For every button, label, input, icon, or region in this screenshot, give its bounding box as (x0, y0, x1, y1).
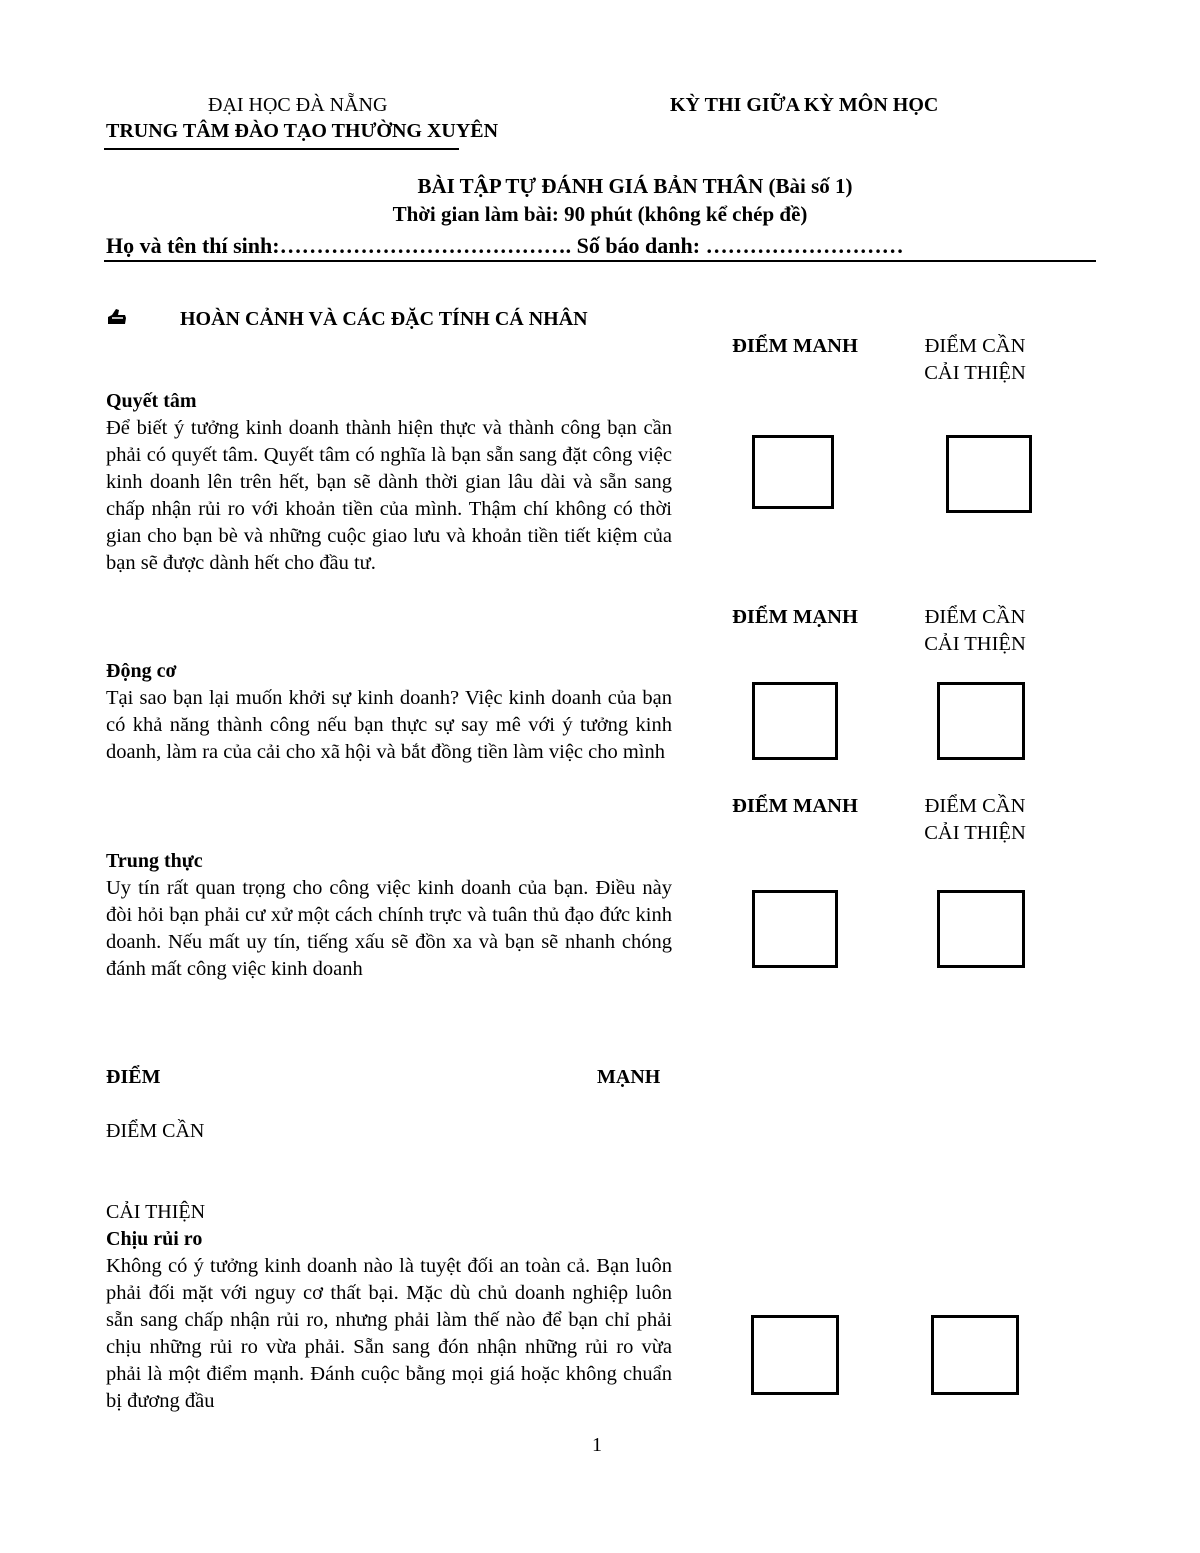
item-title-dong-co: Động cơ (106, 660, 177, 682)
strength-header-3: ĐIỂM MANH (732, 795, 858, 817)
strength-checkbox-3[interactable] (752, 890, 838, 968)
improve-checkbox-2[interactable] (937, 682, 1025, 760)
improve-checkbox-4[interactable] (931, 1315, 1019, 1395)
strength-checkbox-4[interactable] (751, 1315, 839, 1395)
document-title-main: BÀI TẬP TỰ ĐÁNH GIÁ BẢN THÂN (417, 174, 769, 198)
split-header-left: ĐIỂM (106, 1066, 161, 1088)
title-divider (104, 260, 1096, 262)
center-name: TRUNG TÂM ĐÀO TẠO THƯỜNG XUYÊN (106, 120, 499, 142)
center-underline (104, 148, 459, 150)
split-header-right: MẠNH (597, 1066, 661, 1088)
improve-header-2: ĐIỂM CẦN CẢI THIỆN (924, 606, 1026, 655)
improve-header-1: ĐIỂM CẦN CẢI THIỆN (924, 335, 1026, 384)
improve-checkbox-1[interactable] (946, 435, 1032, 513)
item-title-quyet-tam: Quyết tâm (106, 390, 197, 412)
split-header-line2: ĐIỂM CẦN (106, 1120, 205, 1142)
item-text-chiu-rui-ro: Không có ý tưởng kinh doanh nào là tuyệt đối an toàn cả. Bạn luôn phải đối mặt với nguy cơ thất bại. Mặc dù chủ doanh nghiệp luôn sẵn sang chấp nhận rủi ro, nhưng phải làm thế nào để bạn chỉ phải chịu những rủi ro vừa phải. Sẵn sang đón nhận những rủi ro vừa phải là một điểm mạnh. Đánh cuộc bằng mọi giá hoặc không chuẩn bị đương đầu (106, 1255, 672, 1412)
strength-checkbox-1[interactable] (752, 435, 834, 509)
university-name: ĐẠI HỌC ĐÀ NẴNG (208, 94, 388, 116)
section-heading: HOÀN CẢNH VÀ CÁC ĐẶC TÍNH CÁ NHÂN (180, 308, 588, 330)
item-text-quyet-tam: Để biết ý tưởng kinh doanh thành hiện thực và thành công bạn cần phải có quyết tâm. Quyết tâm có nghĩa là bạn sẵn sang đặt công việc kinh doanh lên trên hết, bạn sẽ dành thời gian lâu dài và sẵn sang chấp nhận rủi ro với khoản tiền của mình. Thậm chí không có thời gian cho bạn bè và những cuộc giao lưu và khoản tiền tiết kiệm của bạn sẽ được dành hết cho đầu tư. (106, 417, 672, 574)
page-number: 1 (592, 1434, 602, 1456)
document-title-number: (Bài số 1) (768, 174, 853, 198)
improve-checkbox-3[interactable] (937, 890, 1025, 968)
item-text-dong-co: Tại sao bạn lại muốn khởi sự kinh doanh? Việc kinh doanh của bạn có khả năng thành công nếu bạn thực sự say mê với ý tưởng kinh doanh, làm ra của cải cho xã hội và bắt đồng tiền làm việc cho mình (106, 687, 672, 763)
document-title (0, 173, 1200, 200)
improve-header-3: ĐIỂM CẦN CẢI THIỆN (924, 795, 1026, 844)
student-info-line: Họ và tên thí sinh:…………………………………. Số báo danh: ……………………… (106, 233, 904, 258)
item-title-trung-thuc: Trung thực (106, 850, 203, 872)
strength-header-1: ĐIỂM MANH (732, 335, 858, 357)
item-text-trung-thuc: Uy tín rất quan trọng cho công việc kinh doanh của bạn. Điều này đòi hỏi bạn phải cư xử một cách chính trực và tuân thủ đạo đức kinh doanh. Nếu mất uy tín, tiếng xấu sẽ đồn xa và bạn sẽ nhanh chóng đánh mất công việc kinh doanh (106, 877, 672, 980)
strength-checkbox-2[interactable] (752, 682, 838, 760)
split-header-line3: CẢI THIỆN (106, 1201, 206, 1223)
exam-title: KỲ THI GIỮA KỲ MÔN HỌC (670, 94, 939, 116)
exam-time: Thời gian làm bài: 90 phút (không kể chép đề) (392, 202, 808, 226)
strength-header-2: ĐIỂM MẠNH (732, 606, 858, 628)
hand-pointing-icon (106, 306, 128, 328)
item-title-chiu-rui-ro: Chịu rủi ro (106, 1228, 203, 1250)
